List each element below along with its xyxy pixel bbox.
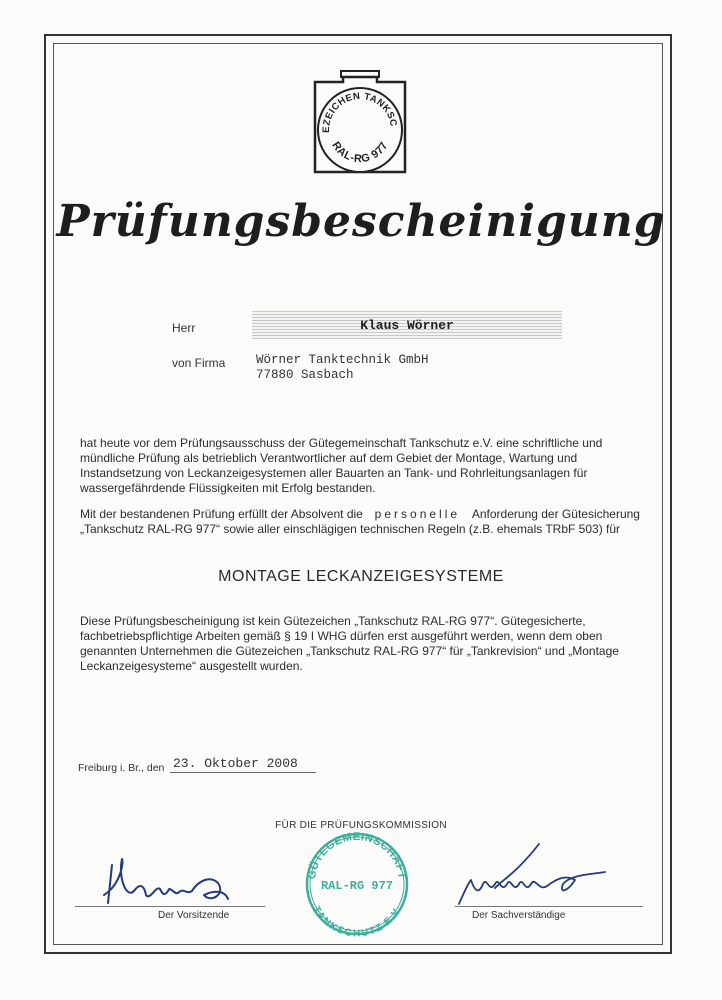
company-name: Wörner Tanktechnik GmbH bbox=[256, 353, 429, 367]
chairman-caption: Der Vorsitzende bbox=[158, 910, 230, 921]
expert-caption: Der Sachverständige bbox=[472, 910, 566, 921]
commission-stamp bbox=[298, 828, 416, 940]
commission-label: FÜR DIE PRÜFUNGSKOMMISSION bbox=[275, 820, 447, 831]
chairman-signature bbox=[100, 855, 240, 910]
place-label: Freiburg i. Br., den bbox=[78, 762, 165, 774]
expert-signature-line bbox=[455, 906, 643, 907]
company-address: 77880 Sasbach bbox=[256, 368, 354, 382]
logo-bottom-text: RAL-RG 977 bbox=[329, 139, 391, 166]
paragraph-exam bbox=[80, 436, 640, 496]
paragraph-line: Diese Prüfungsbescheinigung ist kein Gütezeichen „Tankschutz RAL-RG 977“. Gütegesicherte, bbox=[80, 614, 586, 628]
paragraph-line: hat heute vor dem Prüfungsausschuss der Gütegemeinschaft Tankschutz e.V. eine schriftliche und bbox=[80, 436, 603, 450]
paragraph-line: fachbetriebspflichtige Arbeiten gemäß § 19 I WHG dürfen erst ausgeführt werden, wenn dem oben bbox=[80, 629, 603, 643]
guetezeichen-logo bbox=[301, 60, 415, 178]
stamp-top-text: GÜTEGEMEINSCHAFT bbox=[305, 830, 408, 880]
paragraph-disclaimer bbox=[80, 614, 640, 674]
logo-top-text: GÜTEZEICHEN TANKSCHUTZ bbox=[301, 60, 399, 133]
stamp-middle-text: RAL-RG 977 bbox=[320, 879, 394, 893]
svg-text:GÜTEGEMEINSCHAFT bbox=[306, 831, 408, 880]
text-span: Mit der bestandenen Prüfung erfüllt der Absolvent die bbox=[80, 507, 363, 521]
date-underline bbox=[170, 772, 316, 773]
expert-signature bbox=[455, 838, 625, 908]
document-title: Prüfungsbescheinigung bbox=[56, 196, 666, 247]
paragraph-requirement bbox=[80, 507, 640, 537]
paragraph-line: „Tankschutz RAL-RG 977“ sowie aller einschlägigen technischen Regeln (z.B. ehemals TRbF 503) für bbox=[80, 522, 621, 536]
paragraph-line: Leckanzeigesysteme“ ausgestellt wurden. bbox=[80, 659, 303, 673]
paragraph-line: mündliche Prüfung als betrieblich Verantwortlicher auf dem Gebiet der Montage, Wartung und bbox=[80, 451, 578, 465]
recipient-name: Klaus Wörner bbox=[360, 318, 454, 333]
chairman-signature-line bbox=[75, 906, 265, 907]
paragraph-line: wassergefährdende Flüssigkeiten mit Erfolg bestanden. bbox=[80, 481, 376, 495]
paragraph-line: Instandsetzung von Leckanzeigesystemen aller Bauarten an Tank- und Rohrleitungsanlagen für bbox=[80, 466, 588, 480]
stamp-bottom-text: TANKSCHUTZ E.V. bbox=[310, 904, 404, 940]
paragraph-line bbox=[80, 507, 640, 522]
herr-label: Herr bbox=[172, 321, 196, 335]
qualification-heading: MONTAGE LECKANZEIGESYSTEME bbox=[218, 568, 504, 585]
emphasized-word: personelle bbox=[374, 507, 461, 521]
text-span: Anforderung der Gütesicherung bbox=[471, 507, 640, 521]
paragraph-line: genannten Unternehmen die Gütezeichen „Tankschutz RAL-RG 977“ für „Tankrevision“ und „Montage bbox=[80, 644, 619, 658]
svg-text:TANKSCHUTZ E.V. bbox=[310, 905, 403, 940]
issue-date: 23. Oktober 2008 bbox=[173, 756, 298, 771]
firma-label: von Firma bbox=[172, 356, 226, 370]
